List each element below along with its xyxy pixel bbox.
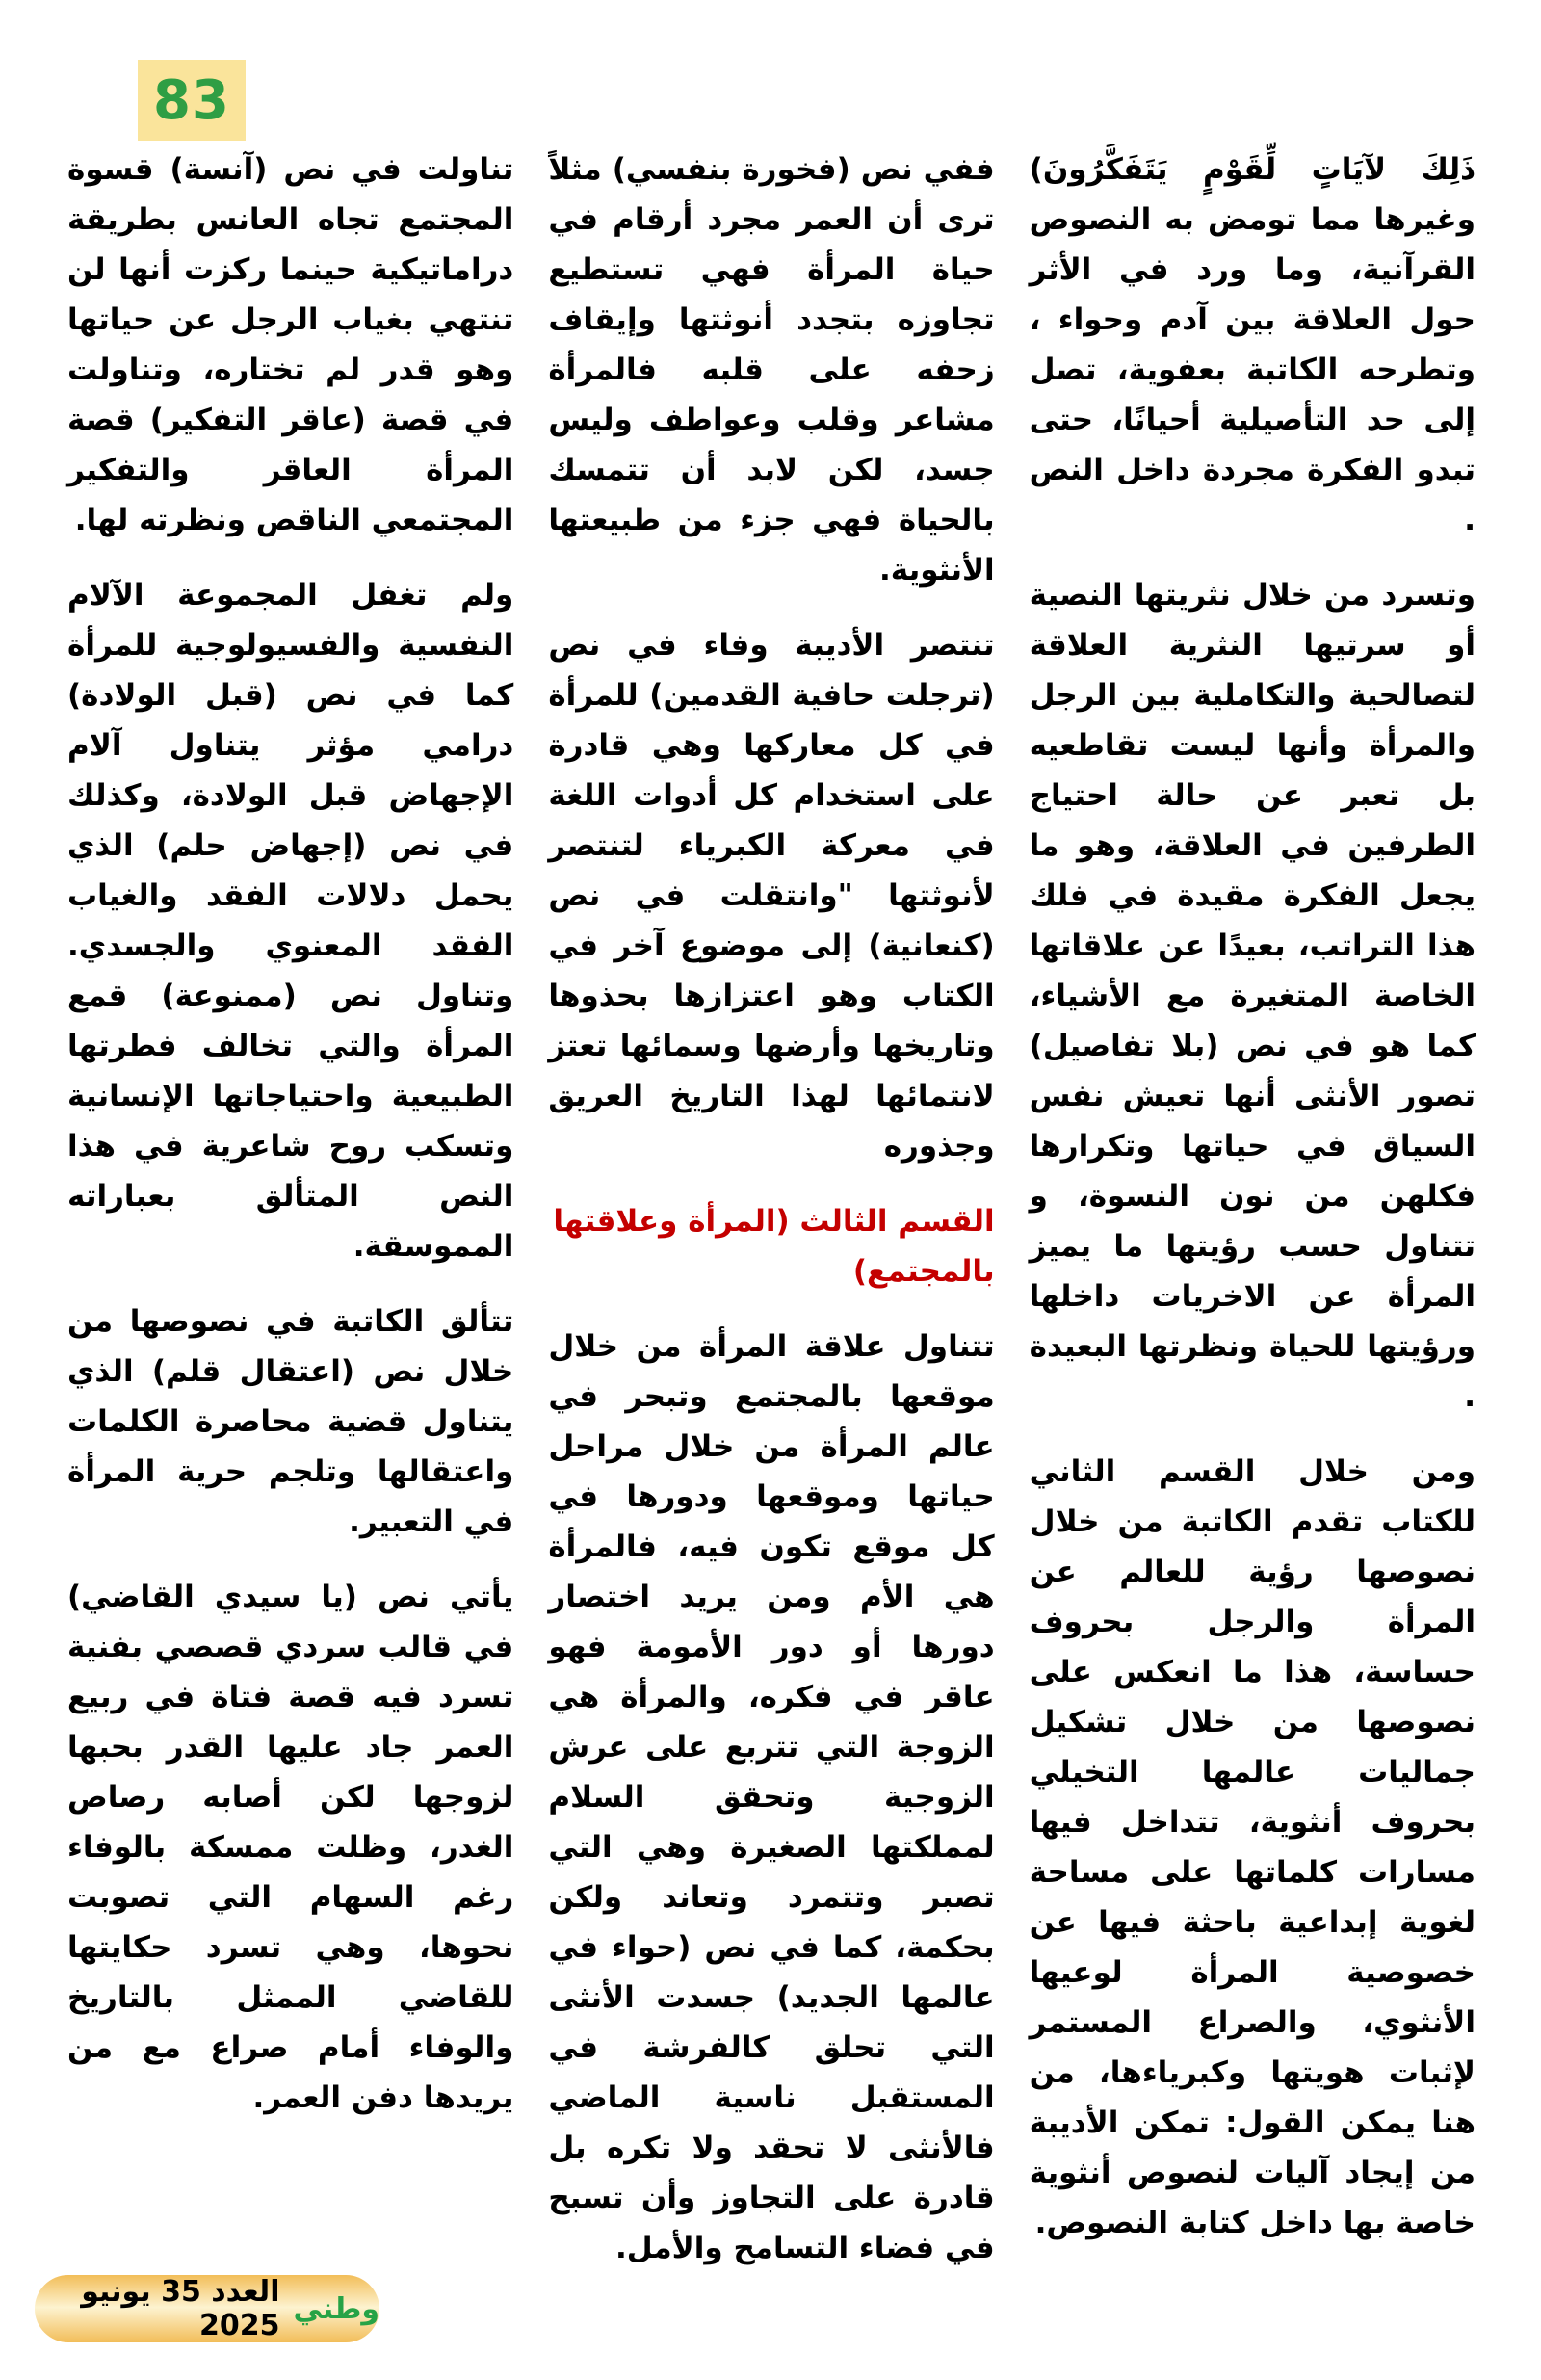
paragraph: ولم تغفل المجموعة الآلام النفسية والفسيولوجية للمرأة كما في نص (قبل الولادة) درامي مؤثر يتناول آلام الإجهاض قبل الولادة، وكذلك في نص (إجهاض حلم) الذي يحمل دلالات الفقد والغياب الفقد المعنوي والجسدي. وتناول نص (ممنوعة) قمع المرأة والتي تخالف فطرتها الطبيعية واحتياجاتها الإنسانية وتسكب روح شاعرية في هذا النص المتألق بعباراته المموسقة. — [67, 578, 514, 1264]
article-columns — [67, 144, 1476, 2273]
paragraph: ومن خلال القسم الثاني للكتاب تقدم الكاتبة من خلال نصوصها رؤية للعالم عن المرأة والرجل بحروف حساسة، هذا ما انعكس على نصوصها من خلال تشكيل جماليات عالمها التخيلي بحروف أنثوية، تتداخل فيها مسارات كلماتها على مساحة لغوية إبداعية باحثة فيها عن خصوصية المرأة لوعيها الأنثوي، والصراع المستمر لإثبات هويتها وكبرياءها، من هنا يمكن القول: تمكن الأديبة من إيجاد آليات لنصوص أنثوية خاصة بها داخل كتابة النصوص. — [1029, 1454, 1476, 2240]
paragraph: تناولت في نص (آنسة) قسوة المجتمع تجاه العانس بطريقة دراماتيكية حينما ركزت أنها لن تنتهي بغياب الرجل عن حياتها وهو قدر لم تختاره، وتناولت في قصة (عاقر التفكير) قصة المرأة العاقر والتفكير المجتمعي الناقص ونظرته لها. — [67, 152, 514, 537]
column-right — [1030, 144, 1476, 2273]
paragraph: ففي نص (فخورة بنفسي) مثلاً ترى أن العمر مجرد أرقام في حياة المرأة فهي تستطيع تجاوزه بتجدد أنوثتها وإيقاف زحفه على قلبه فالمرأة مشاعر وقلب وعواطف وليس جسد، لكن لابد أن تتمسك بالحياة فهي جزء من طبيعتها الأنثوية. — [548, 152, 995, 588]
issue-info: العدد 35 يونيو 2025 — [81, 2275, 280, 2342]
paragraph: تتناول علاقة المرأة من خلال موقعها بالمجتمع وتبحر في عالم المرأة من خلال مراحل حياتها وموقعها ودورها في كل موقع تكون فيه، فالمرأة هي الأم ومن يريد اختصار دورها أو دور الأمومة فهو عاقر في فكره، والمرأة هي الزوجة التي تتربع على عرش الزوجية وتحقق السلام لمملكتها الصغيرة وهي التي تصبر وتتمرد وتعاند ولكن بحكمة، كما في نص (حواء في عالمها الجديد) جسدت الأنثى التي تحلق كالفرشة في المستقبل ناسية الماضي فالأنثى لا تحقد ولا تكره بل قادرة على التجاوز وأن تسبح في فضاء التسامح والأمل. — [548, 1329, 995, 2265]
footer-issue-pill — [35, 2275, 379, 2342]
magazine-brand: وطني — [293, 2291, 379, 2326]
paragraph: وتسرد من خلال نثريتها النصية أو سرتيها النثرية العلاقة لتصالحية والتكاملية بين الرجل والمرأة وأنها ليست تقاطعيه بل تعبر عن حالة احتياج الطرفين في العلاقة، وهو ما يجعل الفكرة مقيدة في فلك هذا التراتب، بعيدًا عن علاقاتها الخاصة المتغيرة مع الأشياء، كما هو في نص (بلا تفاصيل) تصور الأنثى أنها تعيش نفس السياق في حياتها وتكرارها فكلهن من نون النسوة، و تتناول حسب رؤيتها ما يميز المرأة عن الاخريات داخلها ورؤيتها للحياة ونظرتها البعيدة . — [1029, 578, 1476, 1414]
column-left — [67, 144, 513, 2273]
paragraph: ذَلِكَ لآيَاتٍ لِّقَوْمٍ يَتَفَكَّرُونَ) وغيرها مما تومض به النصوص القرآنية، وما ورد في الأثر حول العلاقة بين آدم وحواء ، وتطرحه الكاتبة بعفوية، تصل إلى حد التأصيلية أحيانًا، حتى تبدو الفكرة مجردة داخل النص . — [1029, 152, 1476, 537]
column-middle — [548, 144, 994, 2273]
paragraph: تنتصر الأديبة وفاء في نص (ترجلت حافية القدمين) للمرأة في كل معاركها وهي قادرة على استخدام كل أدوات اللغة في معركة الكبرياء لتنتصر لأنوثتها "وانتقلت في نص (كنعانية) إلى موضوع آخر في الكتاب وهو اعتزازها بحذوها وتاريخها وأرضها وسمائها تعتز لانتمائها لهذا التاريخ العريق وجذوره — [548, 628, 995, 1164]
page-number-badge: 83 — [138, 60, 246, 141]
section-heading: القسم الثالث (المرأة وعلاقتها بالمجتمع) — [553, 1204, 995, 1289]
paragraph: يأتي نص (يا سيدي القاضي) في قالب سردي قصصي بفنية تسرد فيه قصة فتاة في ربيع العمر جاد عليها القدر بحبها لزوجها لكن أصابه رصاص الغدر، وظلت ممسكة بالوفاء رغم السهام التي تصوبت نحوها، وهي تسرد حكايتها للقاضي الممثل بالتاريخ والوفاء أمام صراع مع من يريدها دفن العمر. — [67, 1580, 514, 2115]
paragraph: تتألق الكاتبة في نصوصها من خلال نص (اعتقال قلم) الذي يتناول قضية محاصرة الكلمات واعتقالها وتلجم حرية المرأة في التعبير. — [67, 1304, 514, 1539]
